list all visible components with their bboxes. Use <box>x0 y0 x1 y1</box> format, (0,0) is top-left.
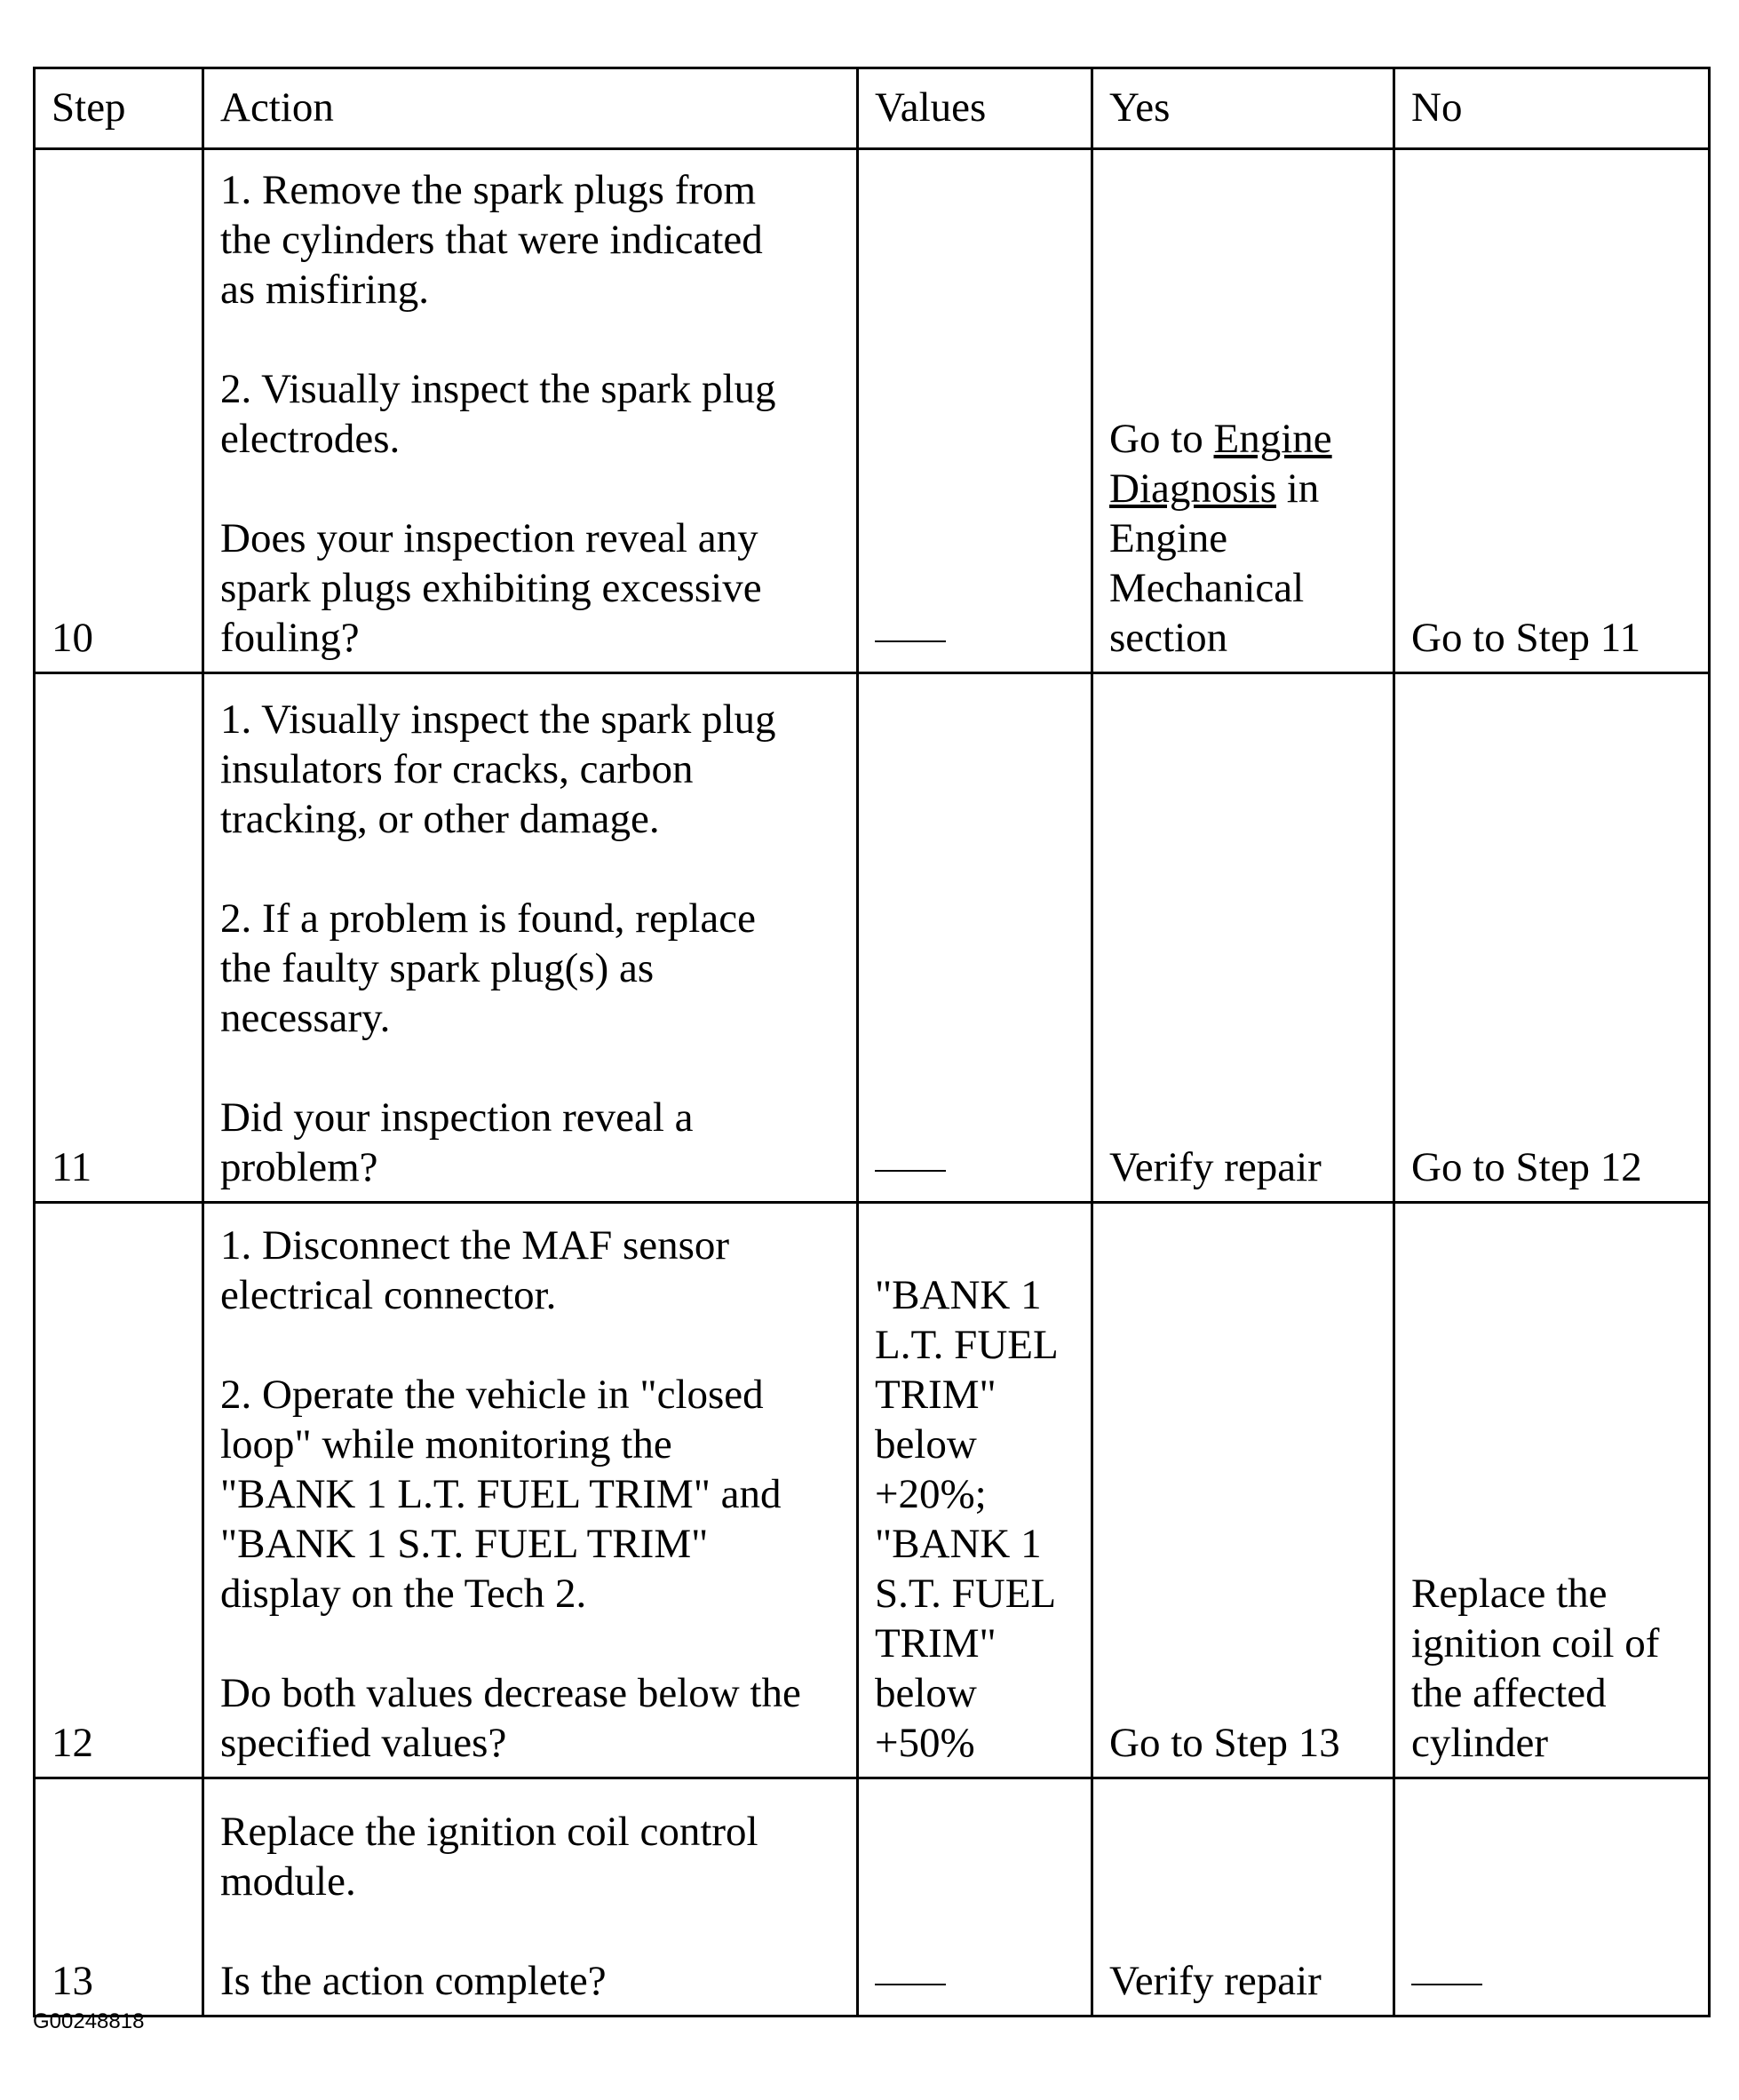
yes-prefix: Go to <box>1109 416 1214 462</box>
no-cell <box>1394 1203 1710 1778</box>
table-row <box>35 1778 1710 2016</box>
diagnostic-table <box>33 67 1711 2017</box>
yes-suffix: in Engine Mechanical section <box>1109 465 1320 661</box>
values-cell <box>858 149 1092 673</box>
values-cell <box>858 1778 1092 2016</box>
yes-cell <box>1092 149 1394 673</box>
values-cell <box>858 673 1092 1203</box>
step-number: 12 <box>35 1203 203 1778</box>
header-yes: Yes <box>1092 68 1394 149</box>
no-cell <box>1394 1778 1710 2016</box>
action-paragraph: Does your inspection reveal any spark plugs exhibiting excessive fouling? <box>220 515 762 661</box>
step-number: 10 <box>35 149 203 673</box>
action-paragraph: 1. Remove the spark plugs from the cylinders that were indicated as misfiring. <box>220 167 763 313</box>
empty-value-dash <box>875 1984 946 1985</box>
header-action: Action <box>203 68 858 149</box>
diagnostic-table-container <box>33 67 1708 2017</box>
header-step: Step <box>35 68 203 149</box>
no-text: Replace the ignition coil of the affected cylinder <box>1411 1571 1660 1766</box>
table-row <box>35 1203 1710 1778</box>
header-row <box>35 68 1710 149</box>
figure-id-caption: G00248818 <box>33 2009 145 2033</box>
action-paragraph: 1. Disconnect the MAF sensor electrical connector. <box>220 1222 730 1318</box>
action-paragraph: Do both values decrease below the specified values? <box>220 1670 801 1766</box>
yes-cell: Verify repair <box>1092 1778 1394 2016</box>
action-paragraph: Is the action complete? <box>220 1958 607 2004</box>
action-paragraph: 1. Visually inspect the spark plug insulators for cracks, carbon tracking, or other damage. <box>220 696 776 842</box>
values-cell <box>858 1203 1092 1778</box>
table-row <box>35 673 1710 1203</box>
header-values: Values <box>858 68 1092 149</box>
no-cell: Go to Step 11 <box>1394 149 1710 673</box>
step-number: 13 <box>35 1778 203 2016</box>
no-cell: Go to Step 12 <box>1394 673 1710 1203</box>
table-row <box>35 149 1710 673</box>
action-cell <box>203 1203 858 1778</box>
action-cell <box>203 1778 858 2016</box>
step-number: 11 <box>35 673 203 1203</box>
action-cell <box>203 673 858 1203</box>
action-paragraph: Did your inspection reveal a problem? <box>220 1094 694 1190</box>
action-cell <box>203 149 858 673</box>
empty-value-dash <box>1411 1984 1482 1985</box>
yes-cell: Go to Step 13 <box>1092 1203 1394 1778</box>
header-no: No <box>1394 68 1710 149</box>
engine-diagnosis-link[interactable]: Engine Diagnosis <box>1109 416 1332 512</box>
action-paragraph: 2. Visually inspect the spark plug electrodes. <box>220 366 776 462</box>
values-text: "BANK 1 L.T. FUEL TRIM" below +20%; "BANK 1 S.T. FUEL TRIM" below +50% <box>875 1272 1059 1766</box>
action-paragraph: 2. If a problem is found, replace the faulty spark plug(s) as necessary. <box>220 895 756 1041</box>
empty-value-dash <box>875 640 946 642</box>
empty-value-dash <box>875 1170 946 1172</box>
action-paragraph: 2. Operate the vehicle in "closed loop" while monitoring the "BANK 1 L.T. FUEL TRIM" and "BANK 1 S.T. FUEL TRIM" display on the Tech 2. <box>220 1372 782 1617</box>
yes-cell: Verify repair <box>1092 673 1394 1203</box>
action-paragraph: Replace the ignition coil control module. <box>220 1809 758 1905</box>
